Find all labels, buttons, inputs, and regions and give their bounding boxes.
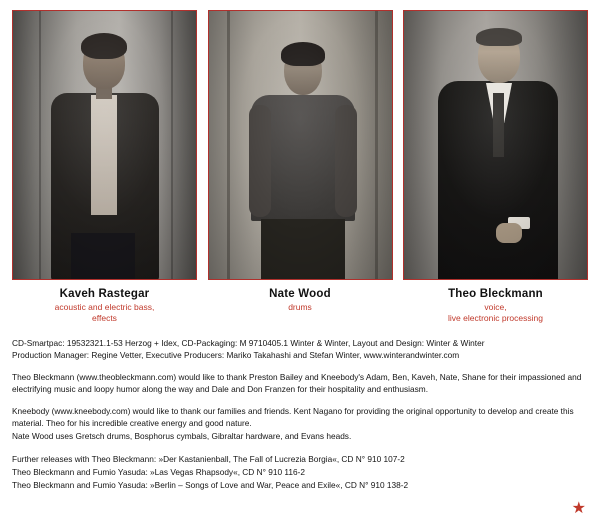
portrait-photo-row bbox=[12, 10, 588, 280]
musician-name: Theo Bleckmann bbox=[448, 288, 543, 300]
photo-nate-wood bbox=[208, 10, 393, 280]
credit-theo bbox=[403, 288, 588, 325]
further-releases-heading: Further releases with Theo Bleckmann: »Der Kastanienball, The Fall of Lucrezia Borgia«, CD N° 910 107-2 bbox=[12, 454, 405, 464]
musician-cell-theo bbox=[403, 10, 588, 280]
thanks-paragraph-2: Kneebody (www.kneebody.com) would like to thank our families and friends. Kent Nagano for providing the original opportunity to develop and create this material. Theo for his incredible creative energy and good nature. bbox=[12, 405, 574, 429]
musician-role-line2: effects bbox=[92, 313, 117, 324]
musician-role-line1: drums bbox=[288, 302, 312, 312]
star-icon: ★ bbox=[571, 500, 586, 517]
musician-name: Kaveh Rastegar bbox=[59, 288, 150, 300]
further-release-item: Theo Bleckmann and Fumio Yasuda: »Las Vegas Rhapsody«, CD N° 910 116-2 bbox=[12, 466, 305, 477]
musician-role bbox=[208, 302, 393, 313]
credits-line-2: Production Manager: Regine Vetter, Executive Producers: Mariko Takahashi and Stefan Winter, www.winterandwinter.com bbox=[12, 350, 460, 361]
liner-notes bbox=[12, 337, 588, 492]
musician-role bbox=[12, 302, 197, 325]
musician-role-line1: voice, bbox=[484, 302, 507, 312]
thanks-paragraph-1: Theo Bleckmann (www.theobleckmann.com) would like to thank Preston Bailey and Kneebody's Adam, Ben, Kaveh, Nate, Shane for their impassioned and electrifying music and loopy humor along the way and Dale and Don Franzen for their hospitality and enthusiasm. bbox=[12, 371, 582, 395]
musician-name: Nate Wood bbox=[269, 288, 331, 300]
musician-credits-row bbox=[12, 288, 588, 325]
musician-cell-kaveh bbox=[12, 10, 197, 280]
further-releases bbox=[12, 453, 588, 492]
musician-role bbox=[403, 302, 588, 325]
musician-cell-nate bbox=[208, 10, 393, 280]
musician-role-line1: acoustic and electric bass, bbox=[54, 302, 155, 312]
credit-nate bbox=[208, 288, 393, 325]
further-release-item: Theo Bleckmann and Fumio Yasuda: »Berlin – Songs of Love and War, Peace and Exile«, CD N° 910 138-2 bbox=[12, 479, 409, 490]
photo-kaveh-rastegar bbox=[12, 10, 197, 280]
credit-kaveh bbox=[12, 288, 197, 325]
credits-line-1: CD-Smartpac: 19532321.1-53 Herzog + Idex, CD-Packaging: M 9710405.1 Winter & Winter, Layout and Design: Winter & Winter bbox=[12, 337, 485, 348]
photo-theo-bleckmann bbox=[403, 10, 588, 280]
musician-role-line2: live electronic processing bbox=[448, 313, 543, 324]
thanks-paragraph-3: Nate Wood uses Gretsch drums, Bosphorus cymbals, Gibraltar hardware, and Evans heads. bbox=[12, 430, 352, 441]
